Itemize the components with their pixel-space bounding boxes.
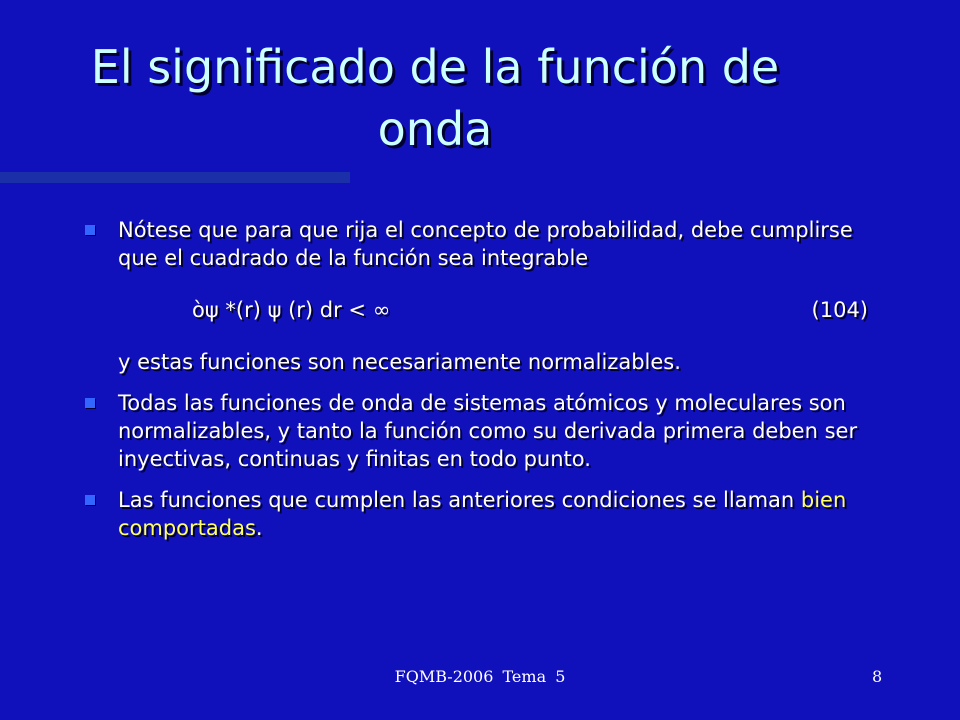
equation-number: (104) (811, 298, 868, 322)
bullet-item (80, 389, 880, 473)
title-line-1: El significado de la función de (90, 40, 780, 94)
bullet-conclusion: y estas funciones son necesariamente normalizables. (118, 350, 681, 374)
bullet-text: Todas las funciones de onda de sistemas atómicos y moleculares son normalizables, y tanto la función como su derivada primera deben ser inyectivas, continuas y finitas en todo punto. (118, 391, 858, 471)
highlighted-term: bien comportadas (118, 488, 847, 540)
square-bullet-icon (85, 495, 95, 505)
bullet-text-after: . (255, 516, 263, 540)
square-bullet-icon (85, 398, 95, 408)
equation-expression: òψ *(r) ψ (r) dr < ∞ (192, 298, 391, 322)
bullet-intro: Nótese que para que rija el concepto de probabilidad, debe cumplirse que el cuadrado de la función sea integrable (118, 218, 853, 270)
slide-body (80, 216, 880, 555)
bullet-item (80, 216, 880, 376)
bullet-text (118, 486, 880, 542)
bullet-item (80, 486, 880, 542)
bullet-text (118, 216, 880, 376)
title-line-2: onda (377, 102, 493, 156)
square-bullet-icon (85, 225, 95, 235)
title-underline-bar (0, 172, 350, 183)
slide-title (0, 36, 870, 160)
equation (118, 296, 880, 324)
bullet-text-before: Las funciones que cumplen las anteriores condiciones se llaman (118, 488, 801, 512)
footer-label: FQMB-2006 Tema 5 (394, 667, 566, 686)
page-number: 8 (872, 667, 883, 686)
